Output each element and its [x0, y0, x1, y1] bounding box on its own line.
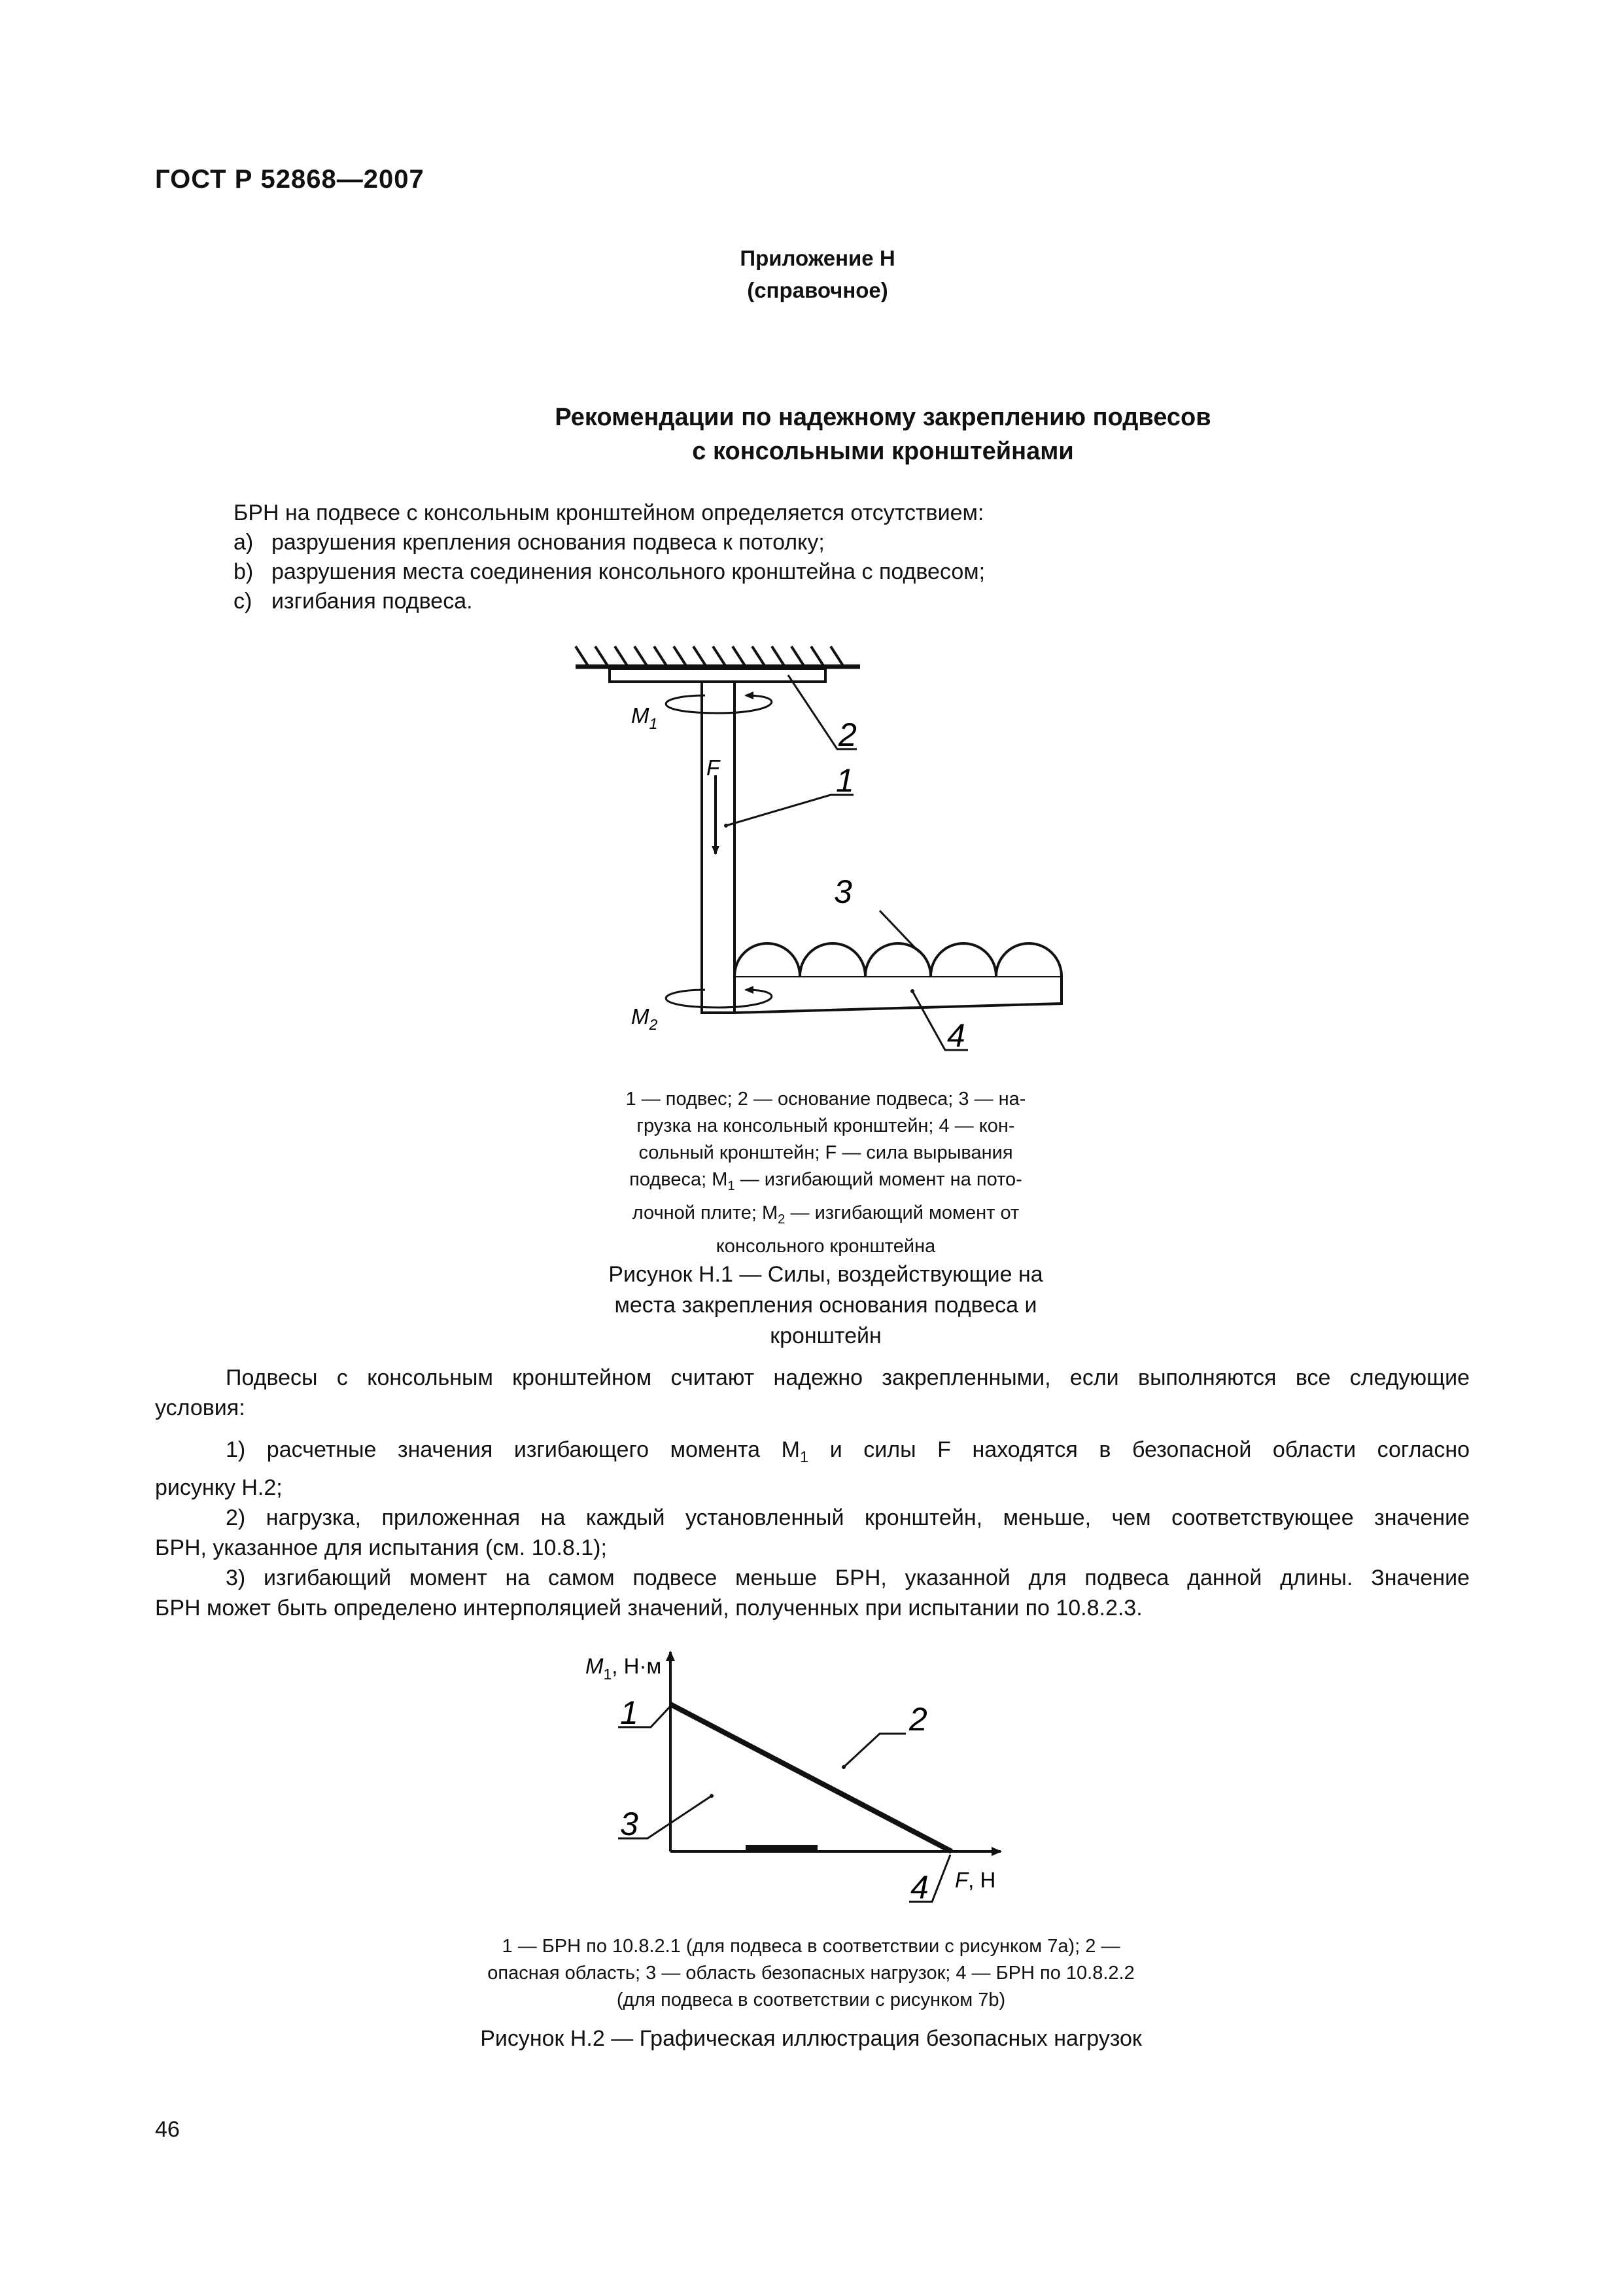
annex-title-line2: с консольными кронштейнами — [692, 438, 1074, 465]
legend2-line1: 1 — БРН по 10.8.2.1 (для подвеса в соответствии с рисунком 7а); 2 — — [502, 1936, 1120, 1957]
intro-item-a-marker: a) — [233, 530, 254, 555]
legend1-line5b: — изгибающий момент от — [785, 1202, 1020, 1223]
label-4: 4 — [947, 1017, 965, 1054]
ceiling-hatching — [576, 646, 860, 667]
bracket-load — [734, 943, 1062, 976]
legend1-line5-sub: 2 — [778, 1212, 786, 1227]
label-f: F — [706, 756, 720, 780]
figure-2-legend — [392, 1933, 1230, 2014]
intro-item-b-marker: b) — [233, 559, 254, 584]
condition-3-line1: 3) изгибающий момент на самом подвесе меньше БРН, указанной для подвеса данной длины. Значение — [226, 1565, 1470, 1590]
legend1-line2: грузка на консольный кронштейн; 4 — кон- — [636, 1115, 1015, 1136]
figure-1-caption — [576, 1259, 1076, 1352]
caption1-line1: Рисунок Н.1 — Силы, воздействующие на — [608, 1262, 1043, 1287]
leader-f2-2 — [844, 1734, 906, 1767]
x-axis-label: F, Н — [955, 1868, 996, 1892]
figure-1-legend — [576, 1086, 1076, 1260]
annex-label: Приложение Н — [740, 246, 895, 270]
caption1-line3: кронштейн — [770, 1323, 882, 1348]
legend1-line1: 1 — подвес; 2 — основание подвеса; 3 — на- — [625, 1089, 1026, 1110]
annex-type: (справочное) — [747, 278, 888, 302]
f2-label-1: 1 — [620, 1694, 638, 1731]
legend1-line6: консольного кронштейна — [716, 1235, 936, 1257]
figure-2-diagram — [569, 1636, 1027, 1920]
leader-1 — [726, 795, 854, 826]
intro-item-b: разрушения места соединения консольного кронштейна с подвесом; — [271, 559, 986, 584]
x-axis-segment-marker — [746, 1845, 818, 1852]
hanger-rod — [702, 682, 734, 1013]
legend1-line4b: — изгибающий момент на пото- — [734, 1169, 1022, 1190]
condition-2-line1: 2) нагрузка, приложенная на каждый установленный кронштейн, меньше, чем соответствующее значение — [226, 1505, 1470, 1530]
label-m1: $M_1$ — [631, 703, 658, 732]
f2-label-3: 3 — [620, 1806, 638, 1842]
condition-1-line2: рисунку Н.2; — [155, 1475, 283, 1500]
label-3: 3 — [834, 873, 852, 910]
f2-label-2: 2 — [909, 1701, 927, 1738]
conditions-lead-line2: условия: — [155, 1395, 245, 1420]
condition-3-line2: БРН может быть определено интерполяцией значений, полученных при испытании по 10.8.2.3. — [155, 1595, 1143, 1621]
f2-label-4: 4 — [910, 1869, 929, 1906]
intro-item-c: изгибания подвеса. — [271, 589, 473, 614]
legend2-line2: опасная область; 3 — область безопасных нагрузок; 4 — БРН по 10.8.2.2 — [487, 1963, 1135, 1984]
annex-title-line1: Рекомендации по надежному закреплению подвесов — [555, 404, 1211, 431]
legend1-line3: сольный кронштейн; F — сила вырывания — [638, 1142, 1013, 1163]
y-axis-label: $M_1$, Н·м — [585, 1654, 662, 1683]
label-m2: $M_2$ — [631, 1004, 658, 1033]
caption1-line2: места закрепления основания подвеса и — [614, 1293, 1037, 1318]
figure-2-caption: Рисунок Н.2 — Графическая иллюстрация безопасных нагрузок — [480, 2026, 1142, 2051]
intro-item-c-marker: c) — [233, 589, 252, 614]
legend2-line3: (для подвеса в соответствии с рисунком 7b) — [616, 1989, 1006, 2010]
intro-item-a: разрушения крепления основания подвеса к потолку; — [271, 530, 825, 555]
cantilever-bracket — [734, 976, 1062, 1013]
page-number: 46 — [155, 2117, 180, 2142]
condition-1-line1: 1) расчетные значения изгибающего момента $M_1$ и силы F находятся в безопасной области согласно — [226, 1437, 1470, 1466]
document-header: ГОСТ Р 52868—2007 — [155, 165, 424, 194]
label-2: 2 — [838, 716, 857, 753]
intro-lead: БРН на подвесе с консольным кронштейном определяется отсутствием: — [233, 500, 984, 525]
condition-2-line2: БРН, указанное для испытания (см. 10.8.1); — [155, 1535, 607, 1560]
conditions-block — [155, 1363, 1470, 1623]
legend1-line4-sub: 1 — [727, 1178, 735, 1193]
legend1-line5a: лочной плите; M — [632, 1202, 778, 1223]
hanger-base-plate — [610, 669, 825, 682]
conditions-lead-line1: Подвесы с консольным кронштейном считают надежно закрепленными, если выполняются все следующие — [226, 1365, 1470, 1390]
legend1-line4a: подвеса; M — [629, 1169, 728, 1190]
label-1: 1 — [836, 762, 854, 799]
figure-1-diagram — [562, 628, 1086, 1089]
